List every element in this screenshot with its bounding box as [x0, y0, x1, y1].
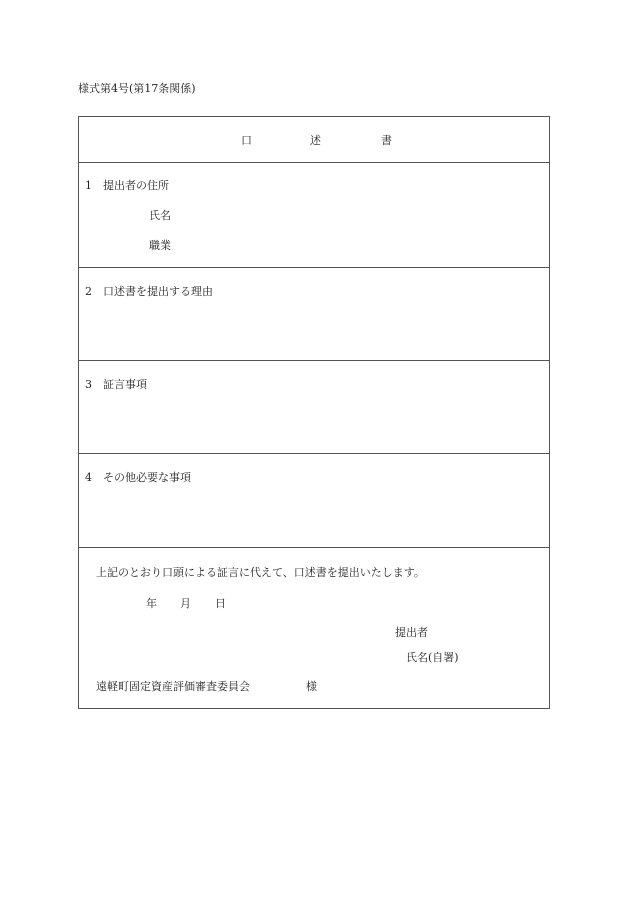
section-2-label: 2 口述書を提出する理由 [85, 285, 213, 298]
section-1-label: 1 提出者の住所 [85, 179, 169, 192]
section-1-name-label: 氏名 [149, 209, 171, 222]
signature-label: 氏名(自署) [406, 651, 459, 664]
addressee-name: 遠軽町固定資産評価審査委員会 [96, 680, 250, 693]
section-3-label: 3 証言事項 [85, 378, 147, 391]
date-day-label: 日 [215, 597, 226, 610]
form-number: 様式第4号(第17条関係) [78, 82, 196, 95]
submitter-label: 提出者 [395, 626, 428, 639]
date-year-label: 年 [146, 597, 157, 610]
declaration-text: 上記のとおり口頭による証言に代えて、口述書を提出いたします。 [96, 566, 425, 579]
title-char-3: 書 [381, 134, 392, 147]
section-1-occupation-label: 職業 [149, 239, 171, 252]
date-month-label: 月 [180, 597, 191, 610]
section-4-label: 4 その他必要な事項 [85, 471, 191, 484]
divider-4 [79, 453, 549, 454]
divider-3 [79, 360, 549, 361]
addressee-honorific: 様 [306, 680, 317, 693]
title-char-1: 口 [241, 134, 252, 147]
title-char-2: 述 [310, 134, 321, 147]
divider-5 [79, 547, 549, 548]
divider-2 [79, 267, 549, 268]
deposition-form [78, 116, 550, 709]
divider-1 [79, 162, 549, 163]
